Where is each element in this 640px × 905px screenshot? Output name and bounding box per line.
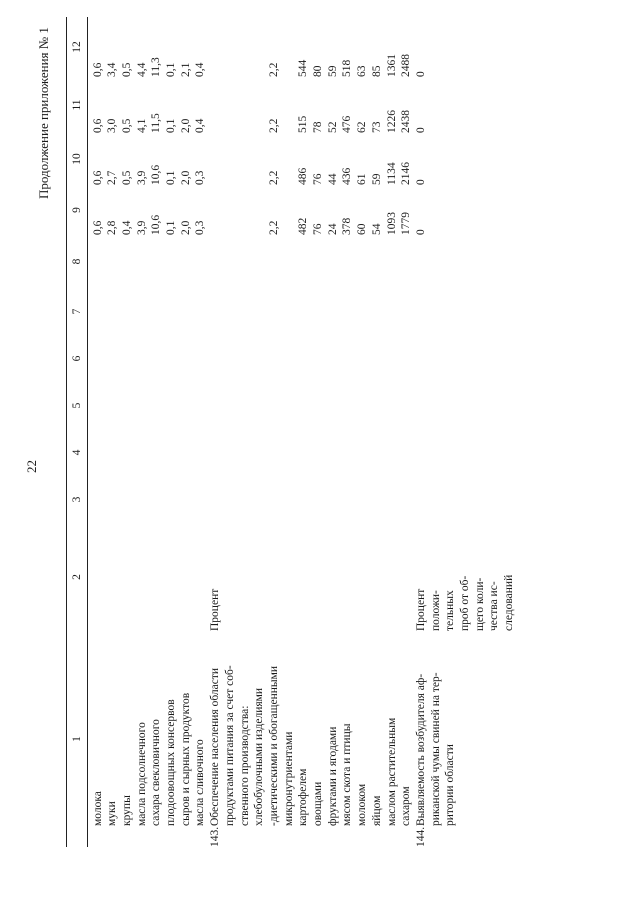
cell-v12: 0,1 — [165, 62, 178, 77]
cell-v12: 4,4 — [135, 62, 148, 77]
cell-v9: 0,6 — [91, 220, 104, 235]
col-header: 2 — [67, 523, 88, 631]
appendix-continuation-caption: Продолжение приложения № 1 — [36, 27, 51, 199]
cell-v12: 80 — [312, 65, 325, 77]
row-label: крупы — [120, 795, 133, 826]
cell-v9: 378 — [341, 217, 354, 235]
row-label: мясом скота и птицы — [341, 723, 354, 826]
row-label: плодоовощных консервов — [165, 699, 178, 826]
cell-v10: 10,6 — [150, 164, 163, 185]
row-label: риканской чумы свиней на тер- — [429, 672, 442, 826]
cell-v9: 0,3 — [194, 220, 207, 235]
cell-v11: 78 — [312, 121, 325, 133]
row-label: масла подсолнечного — [135, 722, 148, 826]
col-header: 9 — [67, 185, 88, 235]
cell-v12: 544 — [297, 59, 310, 77]
row-label: овощами — [312, 781, 325, 826]
cell-v10: 3,9 — [135, 170, 148, 185]
table-row — [414, 17, 429, 847]
cell-v10: 0,5 — [120, 170, 133, 185]
cell-v10: 61 — [356, 173, 369, 185]
table-row — [120, 17, 135, 847]
cell-v9: 2,8 — [106, 220, 119, 235]
cell-v9: 0,4 — [120, 220, 133, 235]
table-row — [179, 17, 194, 847]
table-row — [311, 17, 326, 847]
table-row — [105, 17, 120, 847]
col-header: 7 — [67, 288, 88, 335]
cell-v10: 0 — [414, 179, 427, 185]
cell-v10: 2,7 — [106, 170, 119, 185]
table-row — [355, 17, 370, 847]
unit-cell: проб от об- — [459, 575, 472, 631]
unit-cell: положи- — [429, 590, 442, 631]
cell-v9: 482 — [297, 217, 310, 235]
cell-v11: 0,6 — [91, 118, 104, 133]
cell-v12: 11,3 — [150, 57, 163, 77]
row-label: ритории области — [444, 744, 457, 826]
cell-v11: 2438 — [400, 110, 413, 133]
col-header: 12 — [67, 17, 88, 77]
cell-v9: 54 — [370, 223, 383, 235]
col-header: 3 — [67, 476, 88, 523]
cell-v9: 76 — [312, 223, 325, 235]
cell-v11: 52 — [326, 121, 339, 133]
cell-v11: 476 — [341, 115, 354, 133]
table-row — [267, 17, 282, 847]
cell-v11: 0,4 — [194, 118, 207, 133]
row-label: сахаром — [400, 786, 413, 826]
cell-v10: 2146 — [400, 162, 413, 185]
table-row — [91, 17, 106, 847]
table-row — [296, 17, 311, 847]
table-row — [429, 17, 444, 847]
cell-v11: 1226 — [385, 110, 398, 133]
cell-v9: 24 — [326, 223, 339, 235]
cell-v10: 436 — [341, 167, 354, 185]
cell-v9: 1779 — [400, 212, 413, 235]
table-row — [208, 17, 223, 847]
col-header: 4 — [67, 429, 88, 476]
col-header: 5 — [67, 382, 88, 429]
cell-v12: 63 — [356, 65, 369, 77]
cell-v10: 2,0 — [179, 170, 192, 185]
table-row — [238, 17, 253, 847]
cell-v10: 486 — [297, 167, 310, 185]
cell-v9: 2,0 — [179, 220, 192, 235]
cell-v9: 1093 — [385, 212, 398, 235]
table-row — [487, 17, 502, 847]
cell-v11: 0 — [414, 127, 427, 133]
row-label: молока — [91, 791, 104, 826]
table-row — [458, 17, 473, 847]
cell-v9: 3,9 — [135, 220, 148, 235]
table-row — [340, 17, 355, 847]
table-row — [443, 17, 458, 847]
col-header: 8 — [67, 235, 88, 288]
table-row — [223, 17, 238, 847]
unit-cell: следований — [503, 574, 516, 631]
row-label: муки — [106, 801, 119, 826]
table-row — [502, 17, 517, 847]
table-row — [149, 17, 164, 847]
table-row — [326, 17, 341, 847]
row-number: 144. — [414, 826, 427, 847]
cell-v9: 60 — [356, 223, 369, 235]
cell-v10: 0,3 — [194, 170, 207, 185]
row-label: Обеспечение населения области — [209, 667, 222, 826]
row-label: фруктами и ягодами — [326, 726, 339, 826]
row-label: микронутриентами — [282, 731, 295, 826]
cell-v10: 76 — [312, 173, 325, 185]
table-row — [193, 17, 208, 847]
row-label: Выявляемость возбудителя аф- — [414, 673, 427, 826]
table-row — [385, 17, 400, 847]
cell-v12: 2,1 — [179, 62, 192, 77]
cell-v12: 2488 — [400, 54, 413, 77]
row-label: ственного производства: — [238, 705, 251, 826]
cell-v12: 2,2 — [267, 62, 280, 77]
cell-v12: 518 — [341, 59, 354, 77]
cell-v11: 515 — [297, 115, 310, 133]
row-label: хлебобулочными изделиями — [253, 687, 266, 826]
table-row — [473, 17, 488, 847]
appendix-table — [66, 17, 517, 847]
cell-v12: 59 — [326, 65, 339, 77]
cell-v11: 2,2 — [267, 118, 280, 133]
table-row — [399, 17, 414, 847]
cell-v12: 3,4 — [106, 62, 119, 77]
unit-cell: Процент — [414, 588, 427, 631]
cell-v12: 1361 — [385, 54, 398, 77]
cell-v11: 2,0 — [179, 118, 192, 133]
page-number: 22 — [24, 460, 39, 473]
cell-v9: 2,2 — [267, 220, 280, 235]
table-header-row — [67, 17, 88, 847]
row-label: сыров и сырных продуктов — [179, 692, 192, 826]
cell-v9: 0,1 — [165, 220, 178, 235]
col-header: 11 — [67, 77, 88, 133]
row-label: маслом растительным — [385, 717, 398, 826]
cell-v11: 11,5 — [150, 113, 163, 133]
cell-v10: 1134 — [385, 162, 398, 185]
row-label: продуктами питания за счет соб- — [223, 665, 236, 826]
cell-v11: 62 — [356, 121, 369, 133]
cell-v10: 0,6 — [91, 170, 104, 185]
unit-cell: щего коли- — [473, 577, 486, 631]
table-row — [164, 17, 179, 847]
cell-v10: 59 — [370, 173, 383, 185]
row-label: яйцом — [370, 795, 383, 826]
cell-v10: 2,2 — [267, 170, 280, 185]
table-row — [370, 17, 385, 847]
unit-cell: Процент — [209, 588, 222, 631]
cell-v11: 0,5 — [120, 118, 133, 133]
cell-v11: 73 — [370, 121, 383, 133]
table-row — [282, 17, 297, 847]
col-header: 6 — [67, 335, 88, 382]
unit-cell: чества ис- — [488, 581, 501, 631]
cell-v10: 0,1 — [165, 170, 178, 185]
cell-v11: 4,1 — [135, 118, 148, 133]
table-row — [135, 17, 150, 847]
cell-v12: 0,4 — [194, 62, 207, 77]
cell-v10: 44 — [326, 173, 339, 185]
col-header: 10 — [67, 133, 88, 185]
cell-v12: 85 — [370, 65, 383, 77]
cell-v12: 0,5 — [120, 62, 133, 77]
col-header: 1 — [67, 631, 88, 847]
cell-v9: 10,6 — [150, 214, 163, 235]
cell-v12: 0 — [414, 71, 427, 77]
table-row — [252, 17, 267, 847]
row-label: масла сливочного — [194, 739, 207, 826]
row-number: 143. — [209, 826, 222, 847]
cell-v9: 0 — [414, 229, 427, 235]
unit-cell: тельных — [444, 590, 457, 631]
row-label: -диетическими и обогащенными — [267, 665, 280, 826]
row-label: сахара свекловичного — [150, 719, 163, 826]
cell-v12: 0,6 — [91, 62, 104, 77]
row-label: молоком — [356, 783, 369, 826]
row-label: картофелем — [297, 768, 310, 826]
cell-v11: 0,1 — [165, 118, 178, 133]
cell-v11: 3,0 — [106, 118, 119, 133]
